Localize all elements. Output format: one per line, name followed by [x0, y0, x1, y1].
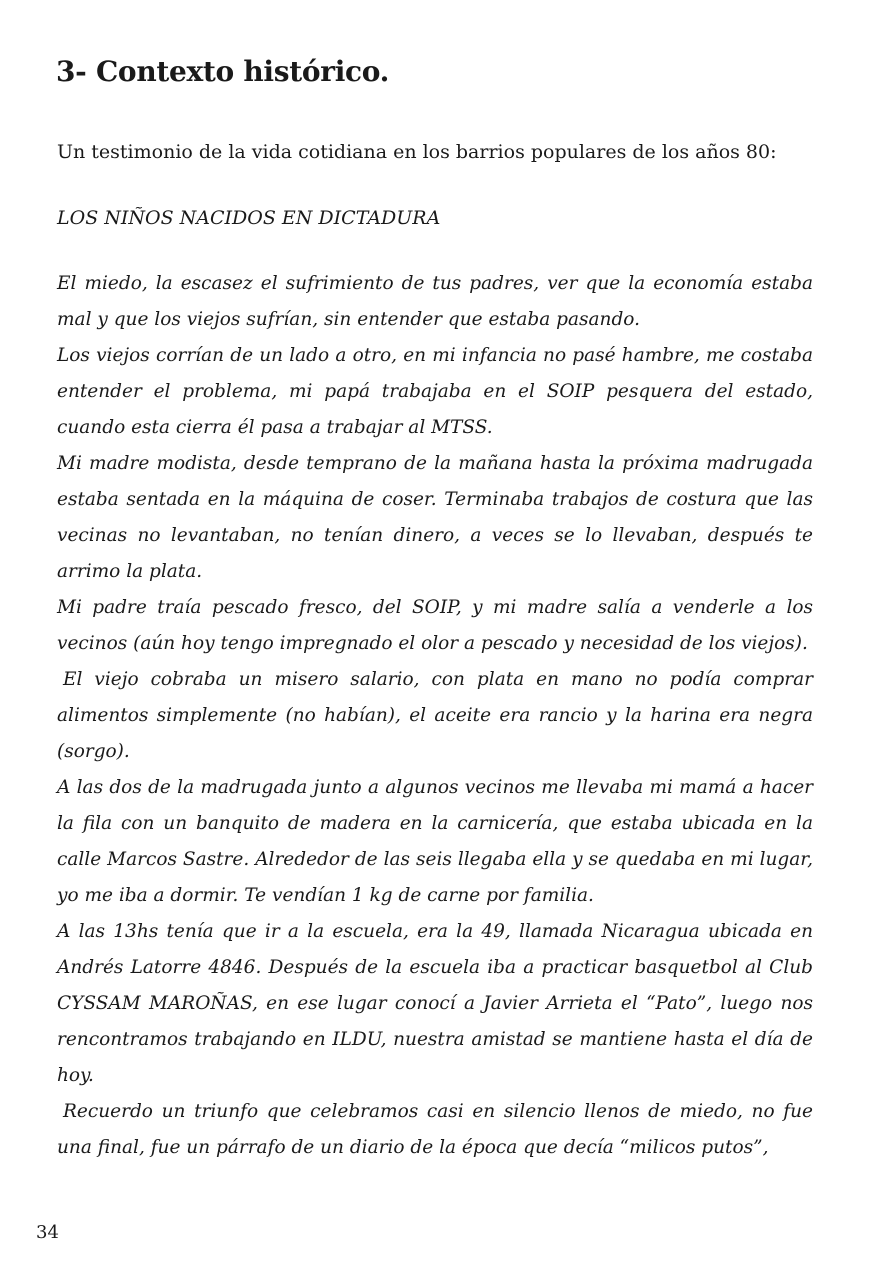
paragraph: El viejo cobraba un misero salario, con plata en mano no podía comprar alimentos simplemente (no habían), el aceite era rancio y la harina era negra (sorgo).	[57, 669, 813, 762]
section-heading: 3- Contexto histórico.	[56, 55, 390, 88]
paragraph: Los viejos corrían de un lado a otro, en mi infancia no pasé hambre, me costaba entender el problema, mi papá trabajaba en el SOIP pesquera del estado, cuando esta cierra él pasa a trabajar al MTSS.	[57, 345, 813, 438]
page-number: 34	[36, 1222, 59, 1243]
paragraph: Mi madre modista, desde temprano de la mañana hasta la próxima madrugada estaba sentada en la máquina de coser. Terminaba trabajos de costura que las vecinas no levantaban, no tenían dinero, a veces se lo llevaban, después te arrimo la plata.	[57, 453, 813, 582]
testimony-body	[57, 266, 813, 1166]
paragraph: Recuerdo un triunfo que celebramos casi en silencio llenos de miedo, no fue una final, fue un párrafo de un diario de la época que decía “milicos putos”,	[57, 1101, 813, 1158]
paragraph: Mi padre traía pescado fresco, del SOIP, y mi madre salía a venderle a los vecinos (aún hoy tengo impregnado el olor a pescado y necesidad de los viejos).	[57, 597, 813, 654]
paragraph: El miedo, la escasez el sufrimiento de tus padres, ver que la economía estaba mal y que los viejos sufrían, sin entender que estaba pasando.	[57, 273, 813, 330]
paragraph: A las dos de la madrugada junto a algunos vecinos me llevaba mi mamá a hacer la fila con un banquito de madera en la carnicería, que estaba ubicada en la calle Marcos Sastre. Alrededor de las seis llegaba ella y se quedaba en mi lugar, yo me iba a dormir. Te vendían 1 kg de carne por familia.	[57, 777, 813, 906]
testimony-title: LOS NIÑOS NACIDOS EN DICTADURA	[57, 207, 441, 229]
paragraph: A las 13hs tenía que ir a la escuela, era la 49, llamada Nicaragua ubicada en Andrés Latorre 4846. Después de la escuela iba a practicar basquetbol al Club CYSSAM MAROÑAS, en ese lugar conocí a Javier Arrieta el “Pato”, luego nos rencontramos trabajando en ILDU, nuestra amistad se mantiene hasta el día de hoy.	[57, 921, 813, 1086]
intro-text: Un testimonio de la vida cotidiana en los barrios populares de los años 80:	[57, 141, 777, 163]
